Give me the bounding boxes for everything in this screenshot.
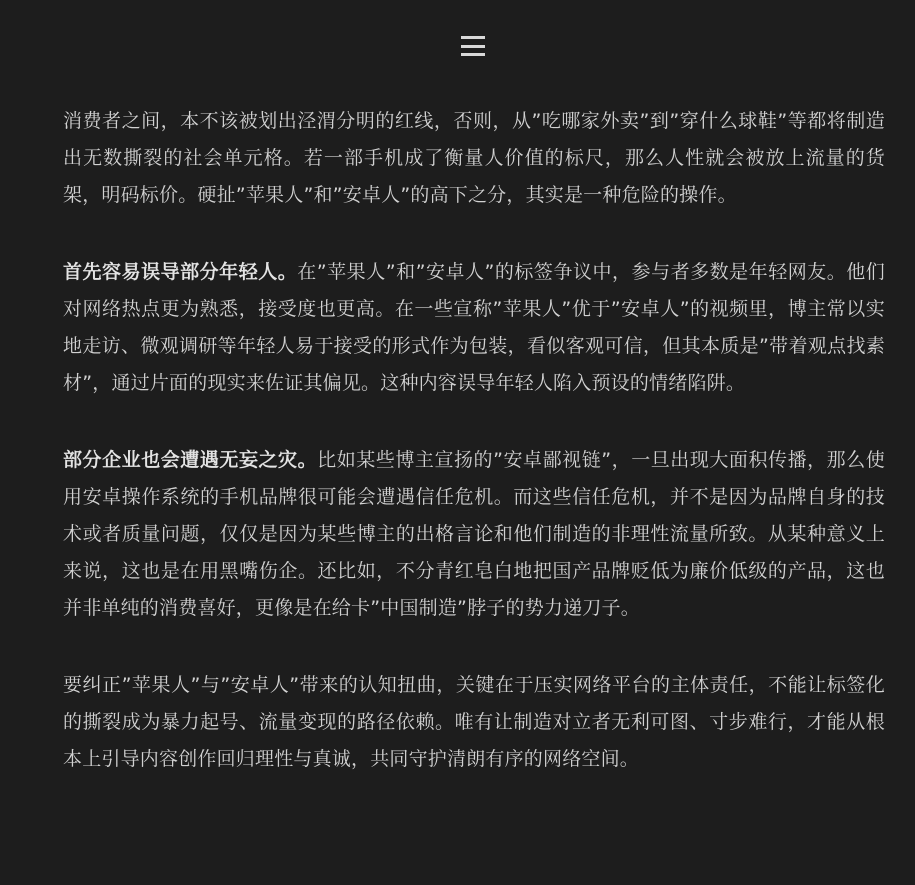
menu-bar-top [461,36,485,39]
hamburger-menu-icon[interactable] [457,34,489,58]
paragraph-1-text: 消费者之间，本不该被划出泾渭分明的红线，否则，从”吃哪家外卖”到”穿什么球鞋”等都将制造出无数撕裂的社会单元格。若一部手机成了衡量人价值的标尺，那么人性就会被放上流量的货架，明码标价。硬扯”苹果人”和”安卓人”的高下之分，其实是一种危险的操作。 [63,110,885,206]
paragraph-3-lead: 部分企业也会遭遇无妄之灾。 [63,449,318,471]
paragraph-2-lead: 首先容易误导部分年轻人。 [63,261,298,283]
paragraph-2-text: 在”苹果人”和”安卓人”的标签争议中，参与者多数是年轻网友。他们对网络热点更为熟悉，接受度也更高。在一些宣称”苹果人”优于”安卓人”的视频里，博主常以实地走访、微观调研等年轻人易于接受的形式作为包装，看似客观可信，但其本质是”带着观点找素材”，通过片面的现实来佐证其偏见。这种内容误导年轻人陷入预设的情绪陷阱。 [63,261,885,394]
paragraph-3-text: 比如某些博主宣扬的”安卓鄙视链”，一旦出现大面积传播，那么使用安卓操作系统的手机品牌很可能会遭遇信任危机。而这些信任危机，并不是因为品牌自身的技术或者质量问题，仅仅是因为某些博主的出格言论和他们制造的非理性流量所致。从某种意义上来说，这也是在用黑嘴伤企。还比如，不分青红皂白地把国产品牌贬低为廉价低级的产品，这也并非单纯的消费喜好，更像是在给卡”中国制造”脖子的势力递刀子。 [63,449,885,619]
paragraph-4 [63,667,885,778]
menu-bar-bottom [461,53,485,56]
paragraph-4-text: 要纠正”苹果人”与”安卓人”带来的认知扭曲，关键在于压实网络平台的主体责任，不能让标签化的撕裂成为暴力起号、流量变现的路径依赖。唯有让制造对立者无利可图、寸步难行，才能从根本上引导内容创作回归理性与真诚，共同守护清朗有序的网络空间。 [63,674,885,770]
paragraph-1 [63,103,885,214]
menu-bar-middle [461,45,485,48]
article-body [63,103,885,778]
paragraph-2 [63,254,885,402]
paragraph-3 [63,442,885,627]
